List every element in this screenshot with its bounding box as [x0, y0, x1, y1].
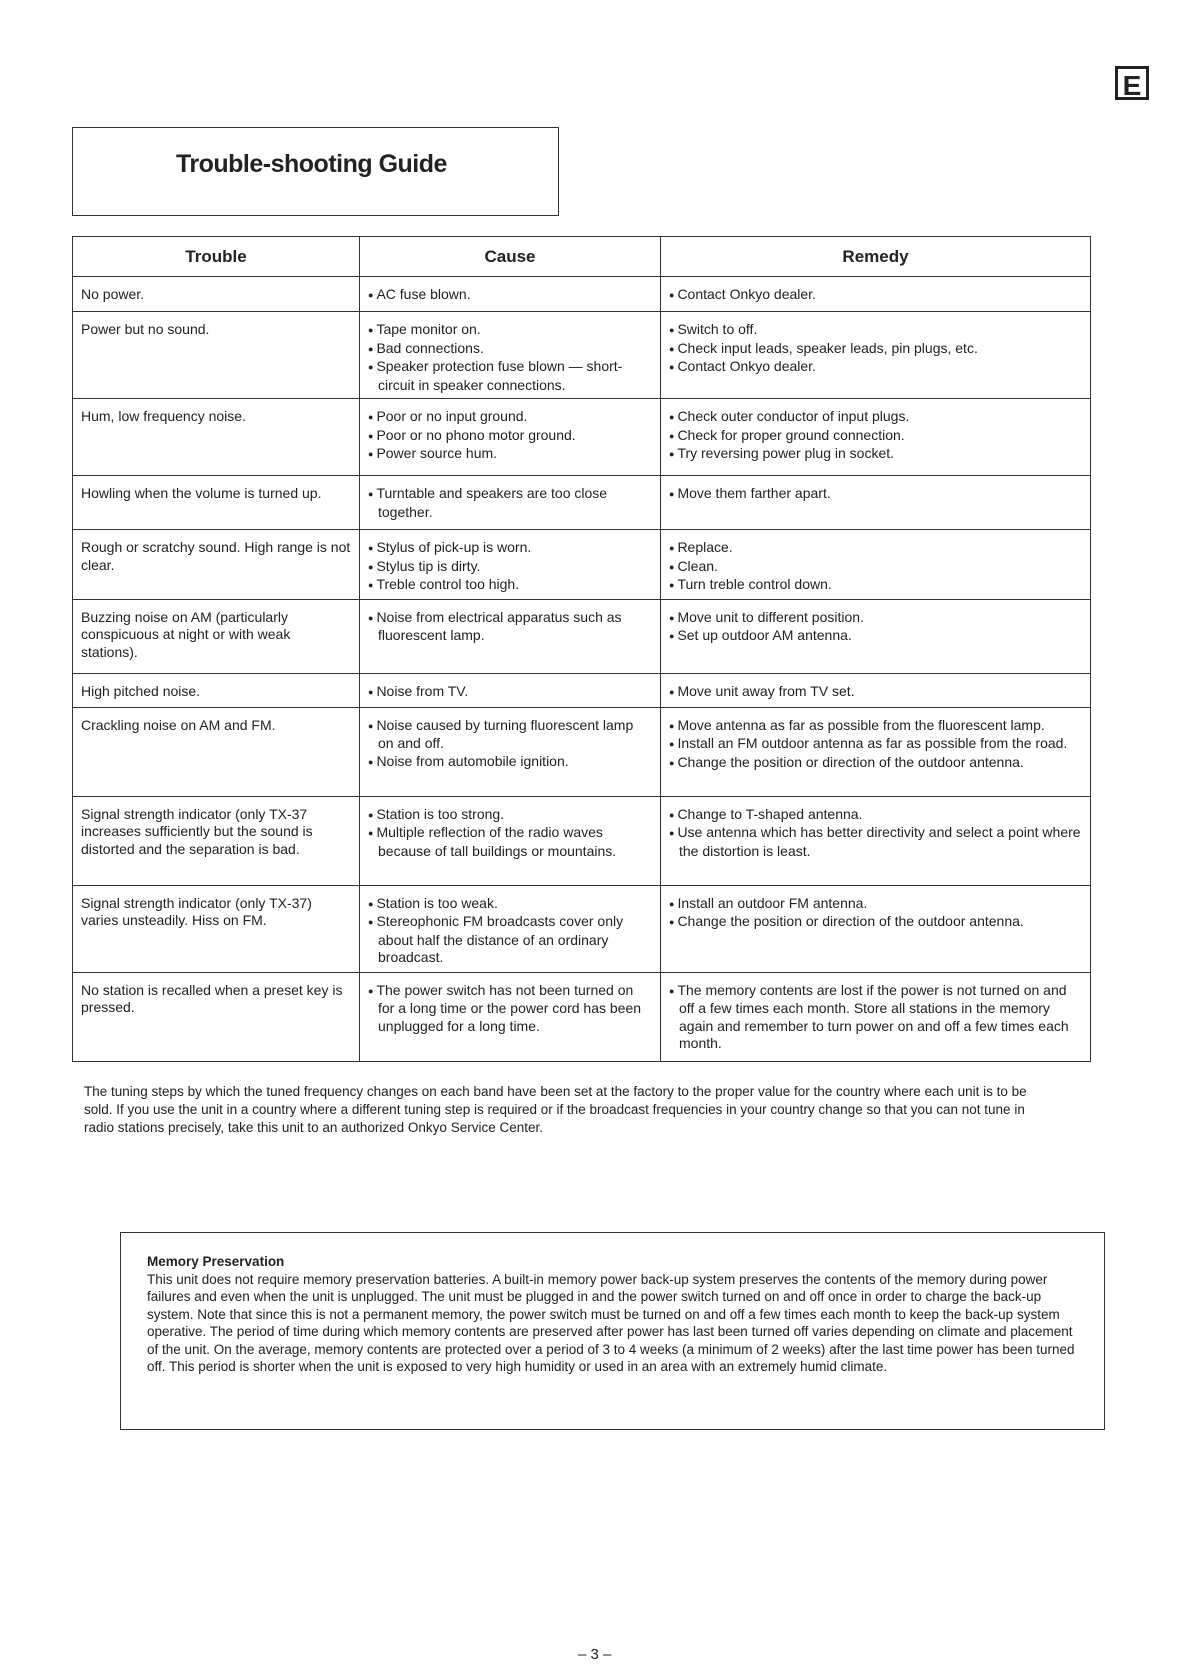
cause-cell [360, 673, 661, 707]
table-row [73, 277, 1091, 312]
cause-item: ● Speaker protection fuse blown — short-circuit in speaker connections. [368, 358, 652, 394]
remedy-item: ● Move unit to different position. [669, 609, 1082, 628]
header-remedy: Remedy [661, 237, 1091, 277]
cause-item: ● Treble control too high. [368, 576, 652, 595]
cause-cell [360, 476, 661, 530]
table-row [73, 476, 1091, 530]
trouble-cell: Power but no sound. [73, 312, 360, 399]
cause-item: ● Poor or no input ground. [368, 408, 652, 427]
page-title: Trouble-shooting Guide [176, 150, 447, 178]
trouble-cell: Buzzing noise on AM (particularly conspicuous at night or with weak stations). [73, 599, 360, 673]
cause-cell [360, 885, 661, 972]
remedy-cell [661, 277, 1091, 312]
trouble-cell: Signal strength indicator (only TX-37) varies unsteadily. Hiss on FM. [73, 885, 360, 972]
header-trouble: Trouble [73, 237, 360, 277]
trouble-cell: Crackling noise on AM and FM. [73, 707, 360, 796]
remedy-cell [661, 399, 1091, 476]
cause-cell [360, 277, 661, 312]
cause-item: ● Power source hum. [368, 445, 652, 464]
remedy-cell [661, 796, 1091, 885]
trouble-cell: Howling when the volume is turned up. [73, 476, 360, 530]
table-row [73, 673, 1091, 707]
table-row [73, 599, 1091, 673]
cause-item: ● Stylus tip is dirty. [368, 558, 652, 577]
cause-item: ● Stylus of pick-up is worn. [368, 539, 652, 558]
trouble-cell: Signal strength indicator (only TX-37 increases sufficiently but the sound is distorted and the separation is bad. [73, 796, 360, 885]
cause-item: ● Poor or no phono motor ground. [368, 427, 652, 446]
cause-item: ● Stereophonic FM broadcasts cover only about half the distance of an ordinary broadcast. [368, 913, 652, 967]
table-row [73, 399, 1091, 476]
remedy-item: ● Install an outdoor FM antenna. [669, 895, 1082, 914]
remedy-item: ● Check outer conductor of input plugs. [669, 408, 1082, 427]
remedy-cell [661, 673, 1091, 707]
remedy-item: ● The memory contents are lost if the power is not turned on and off a few times each month. Store all stations in the memory again and remember to turn power on and off a few times each month. [669, 982, 1082, 1053]
remedy-item: ● Move antenna as far as possible from the fluorescent lamp. [669, 717, 1082, 736]
cause-cell [360, 399, 661, 476]
tuning-note: The tuning steps by which the tuned frequency changes on each band have been set at the factory to the proper value for the country where each unit is to be sold. If you use the unit in a country where a different tuning step is required or if the broadcast frequencies in your country change so that you can not tune in radio stations precisely, take this unit to an authorized Onkyo Service Center. [84, 1084, 1027, 1135]
remedy-item: ● Replace. [669, 539, 1082, 558]
remedy-cell [661, 312, 1091, 399]
remedy-item: ● Switch to off. [669, 321, 1082, 340]
remedy-item: ● Move unit away from TV set. [669, 683, 1082, 702]
cause-item: ● Noise from automobile ignition. [368, 753, 652, 772]
remedy-item: ● Move them farther apart. [669, 485, 1082, 504]
remedy-item: ● Clean. [669, 558, 1082, 577]
trouble-cell: Hum, low frequency noise. [73, 399, 360, 476]
cause-item: ● AC fuse blown. [368, 286, 652, 305]
cause-item: ● Multiple reflection of the radio waves because of tall buildings or mountains. [368, 824, 652, 860]
remedy-cell [661, 972, 1091, 1061]
remedy-cell [661, 599, 1091, 673]
cause-cell [360, 796, 661, 885]
table-row [73, 972, 1091, 1061]
memory-heading: Memory Preservation [147, 1254, 285, 1269]
memory-preservation-box [120, 1232, 1105, 1430]
cause-cell [360, 707, 661, 796]
remedy-cell [661, 476, 1091, 530]
remedy-item: ● Change the position or direction of the outdoor antenna. [669, 913, 1082, 932]
cause-cell [360, 312, 661, 399]
table-row [73, 707, 1091, 796]
remedy-cell [661, 530, 1091, 600]
table-row [73, 530, 1091, 600]
remedy-item: ● Install an FM outdoor antenna as far as possible from the road. [669, 735, 1082, 754]
table-row [73, 796, 1091, 885]
page-number: – 3 – [578, 1646, 612, 1663]
trouble-cell: Rough or scratchy sound. High range is not clear. [73, 530, 360, 600]
cause-item: ● The power switch has not been turned on for a long time or the power cord has been unplugged for a long time. [368, 982, 652, 1036]
cause-item: ● Noise from electrical apparatus such as fluorescent lamp. [368, 609, 652, 645]
trouble-cell: No station is recalled when a preset key is pressed. [73, 972, 360, 1061]
remedy-item: ● Check for proper ground connection. [669, 427, 1082, 446]
cause-item: ● Bad connections. [368, 340, 652, 359]
trouble-cell: No power. [73, 277, 360, 312]
cause-item: ● Station is too strong. [368, 806, 652, 825]
cause-cell [360, 599, 661, 673]
cause-cell [360, 530, 661, 600]
remedy-item: ● Contact Onkyo dealer. [669, 358, 1082, 377]
remedy-item: ● Use antenna which has better directivity and select a point where the distortion is least. [669, 824, 1082, 860]
table-row [73, 885, 1091, 972]
remedy-item: ● Check input leads, speaker leads, pin plugs, etc. [669, 340, 1082, 359]
remedy-cell [661, 707, 1091, 796]
cause-item: ● Turntable and speakers are too close together. [368, 485, 652, 521]
remedy-item: ● Contact Onkyo dealer. [669, 286, 1082, 305]
cause-item: ● Noise from TV. [368, 683, 652, 702]
remedy-item: ● Turn treble control down. [669, 576, 1082, 595]
table-row [73, 312, 1091, 399]
trouble-cell: High pitched noise. [73, 673, 360, 707]
header-cause: Cause [360, 237, 661, 277]
remedy-item: ● Set up outdoor AM antenna. [669, 627, 1082, 646]
remedy-cell [661, 885, 1091, 972]
remedy-item: ● Change to T-shaped antenna. [669, 806, 1082, 825]
memory-body: This unit does not require memory preservation batteries. A built-in memory power back-up system preserves the contents of the memory during power failures and even when the unit is unplugged. The unit must be plugged in and the power switch turned on and off once in order to charge the back-up system. Note that since this is not a permanent memory, the power switch must be turned on and off a few times each month to keep the back-up system operative. The period of time during which memory contents are preserved after power has last been turned off varies depending on climate and placement of the unit. On the average, memory contents are protected over a period of 3 to 4 weeks (a minimum of 2 weeks) after the last time power has been turned off. This period is shorter when the unit is exposed to very high humidity or used in an area with an extremely humid climate. [147, 1271, 1075, 1374]
cause-cell [360, 972, 661, 1061]
remedy-item: ● Change the position or direction of the outdoor antenna. [669, 754, 1082, 773]
cause-item: ● Station is too weak. [368, 895, 652, 914]
cause-item: ● Tape monitor on. [368, 321, 652, 340]
trouble-table [72, 236, 1091, 1062]
title-box [72, 127, 559, 216]
cause-item: ● Noise caused by turning fluorescent lamp on and off. [368, 717, 652, 753]
language-e-logo: E [1115, 66, 1149, 100]
remedy-item: ● Try reversing power plug in socket. [669, 445, 1082, 464]
